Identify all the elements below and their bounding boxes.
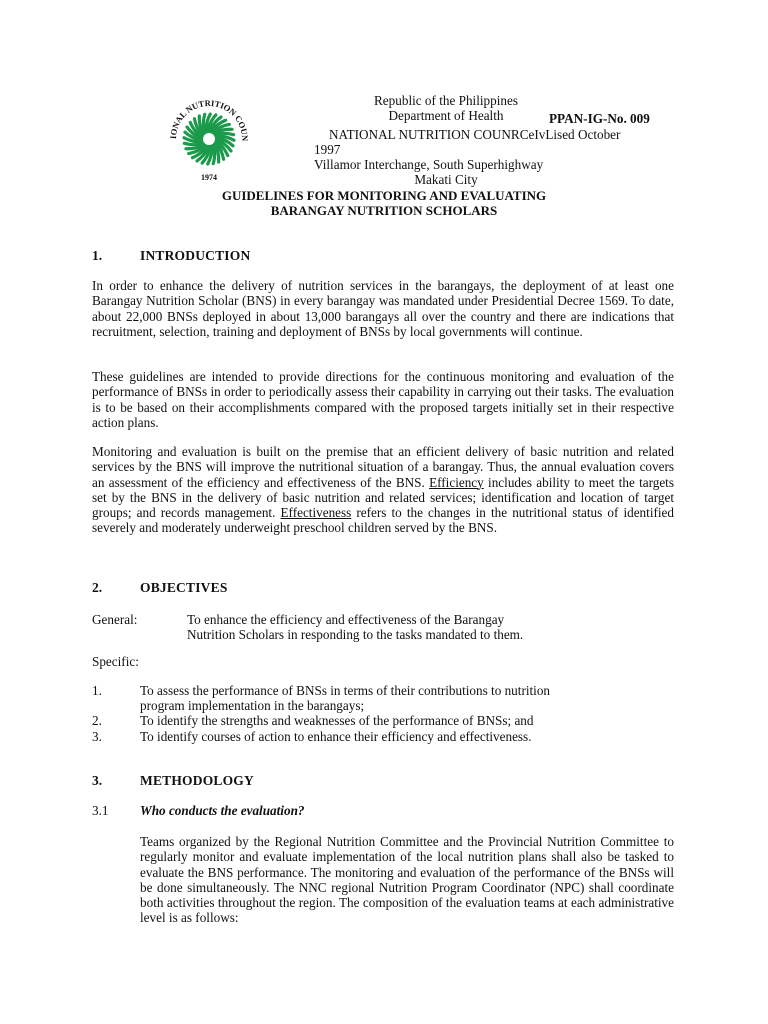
specific-item-2-line1: To identify the strengths and weaknesses of the performance of BNSs; and xyxy=(140,713,534,728)
intro-paragraph-3 xyxy=(92,444,674,536)
methodology-paragraph: Teams organized by the Regional Nutrition Committee and the Provincial Nutrition Committee to regularly monitor and evaluate implementation of the local nutrition plans shall also be tasked to evaluate the BNS performance. The monitoring and evaluation of the performance of the BNSs will be done simultaneously. The NNC regional Nutrition Program Coordinator (NPC) shall coordinate both activities throughout the region. The composition of the evaluation teams at each administrative level is as follows: xyxy=(140,834,674,926)
general-text-line1: To enhance the efficiency and effectiveness of the Barangay xyxy=(187,612,505,627)
specific-item-1-number: 1. xyxy=(92,683,102,698)
header-doc-number: PPAN-IG-No. 009 xyxy=(549,111,650,126)
general-text-line2: Nutrition Scholars in responding to the tasks mandated to them. xyxy=(187,627,524,642)
specific-item-2-number: 2. xyxy=(92,713,102,728)
intro-paragraph-2: These guidelines are intended to provide directions for the continuous monitoring and evaluation of the performance of BNSs in order to periodically assess their capability in carrying out their tasks. The evaluation is to be based on their accomplishments compared with the proposed targets initially set in their respective action plans. xyxy=(92,369,674,430)
header-year: 1997 xyxy=(314,142,341,157)
document-title-line1: GUIDELINES FOR MONITORING AND EVALUATING xyxy=(221,188,547,203)
section-3-number: 3. xyxy=(92,773,103,788)
section-1-heading: INTRODUCTION xyxy=(140,248,251,263)
document-title-line2: BARANGAY NUTRITION SCHOLARS xyxy=(270,203,498,218)
subsection-3-1-heading: Who conducts the evaluation? xyxy=(140,803,305,818)
seal-ring-text: IONAL NUTRITION COUN xyxy=(167,97,251,142)
header-address-line2: Makati City xyxy=(414,172,478,187)
section-3-heading: METHODOLOGY xyxy=(140,773,254,788)
specific-item-1-line1: To assess the performance of BNSs in terms of their contributions to nutrition xyxy=(140,683,551,698)
intro-p3-part-a: Monitoring and evaluation is built on the premise that an efficient delivery of basic nutrition and related services by the BNS will improve the nutritional situation of a barangay. Thus, the annual evaluation covers an assessment of the efficiency and effectiveness of the BNS. xyxy=(92,444,674,490)
section-2-heading: OBJECTIVES xyxy=(140,580,228,595)
seal-center xyxy=(203,133,215,145)
nnc-seal-graphic xyxy=(164,94,254,184)
efficiency-term: Efficiency xyxy=(429,474,484,490)
effectiveness-term: Effectiveness xyxy=(280,505,352,521)
general-label: General: xyxy=(92,612,138,627)
subsection-3-1-number: 3.1 xyxy=(92,803,109,818)
intro-p3-part-b: includes ability to meet the targets set by the BNS in the delivery of basic nutrition and related services; identification and location of target groups; and records management. xyxy=(92,474,674,521)
nnc-logo xyxy=(164,94,254,184)
specific-item-3-line1: To identify courses of action to enhance their efficiency and effectiveness. xyxy=(140,729,532,744)
header-republic: Republic of the Philippines xyxy=(374,93,518,108)
section-1-number: 1. xyxy=(92,248,103,263)
intro-paragraph-1: In order to enhance the delivery of nutrition services in the barangays, the deployment of at least one Barangay Nutrition Scholar (BNS) in every barangay was mandated under Presidential Decree 1569. To date, about 22,000 BNSs deployed in about 13,000 barangays all over the country and there are indications that recruitment, selection, training and deployment of BNSs by local governments will continue. xyxy=(92,278,674,339)
header-department: Department of Health xyxy=(388,108,504,123)
intro-p3-part-c: refers to the changes in the nutritional status of identified severely and moderately underweight preschool children served by the BNS. xyxy=(92,505,674,536)
section-2-number: 2. xyxy=(92,580,103,595)
header-address-line1: Villamor Interchange, South Superhighway xyxy=(314,157,544,172)
specific-item-1-line2: program implementation in the barangays; xyxy=(140,698,365,713)
seal-year: 1974 xyxy=(201,173,217,182)
header-council: NATIONAL NUTRITION COUNRCeIvLised October xyxy=(329,127,621,142)
specific-label: Specific: xyxy=(92,654,139,669)
specific-item-3-number: 3. xyxy=(92,729,102,744)
